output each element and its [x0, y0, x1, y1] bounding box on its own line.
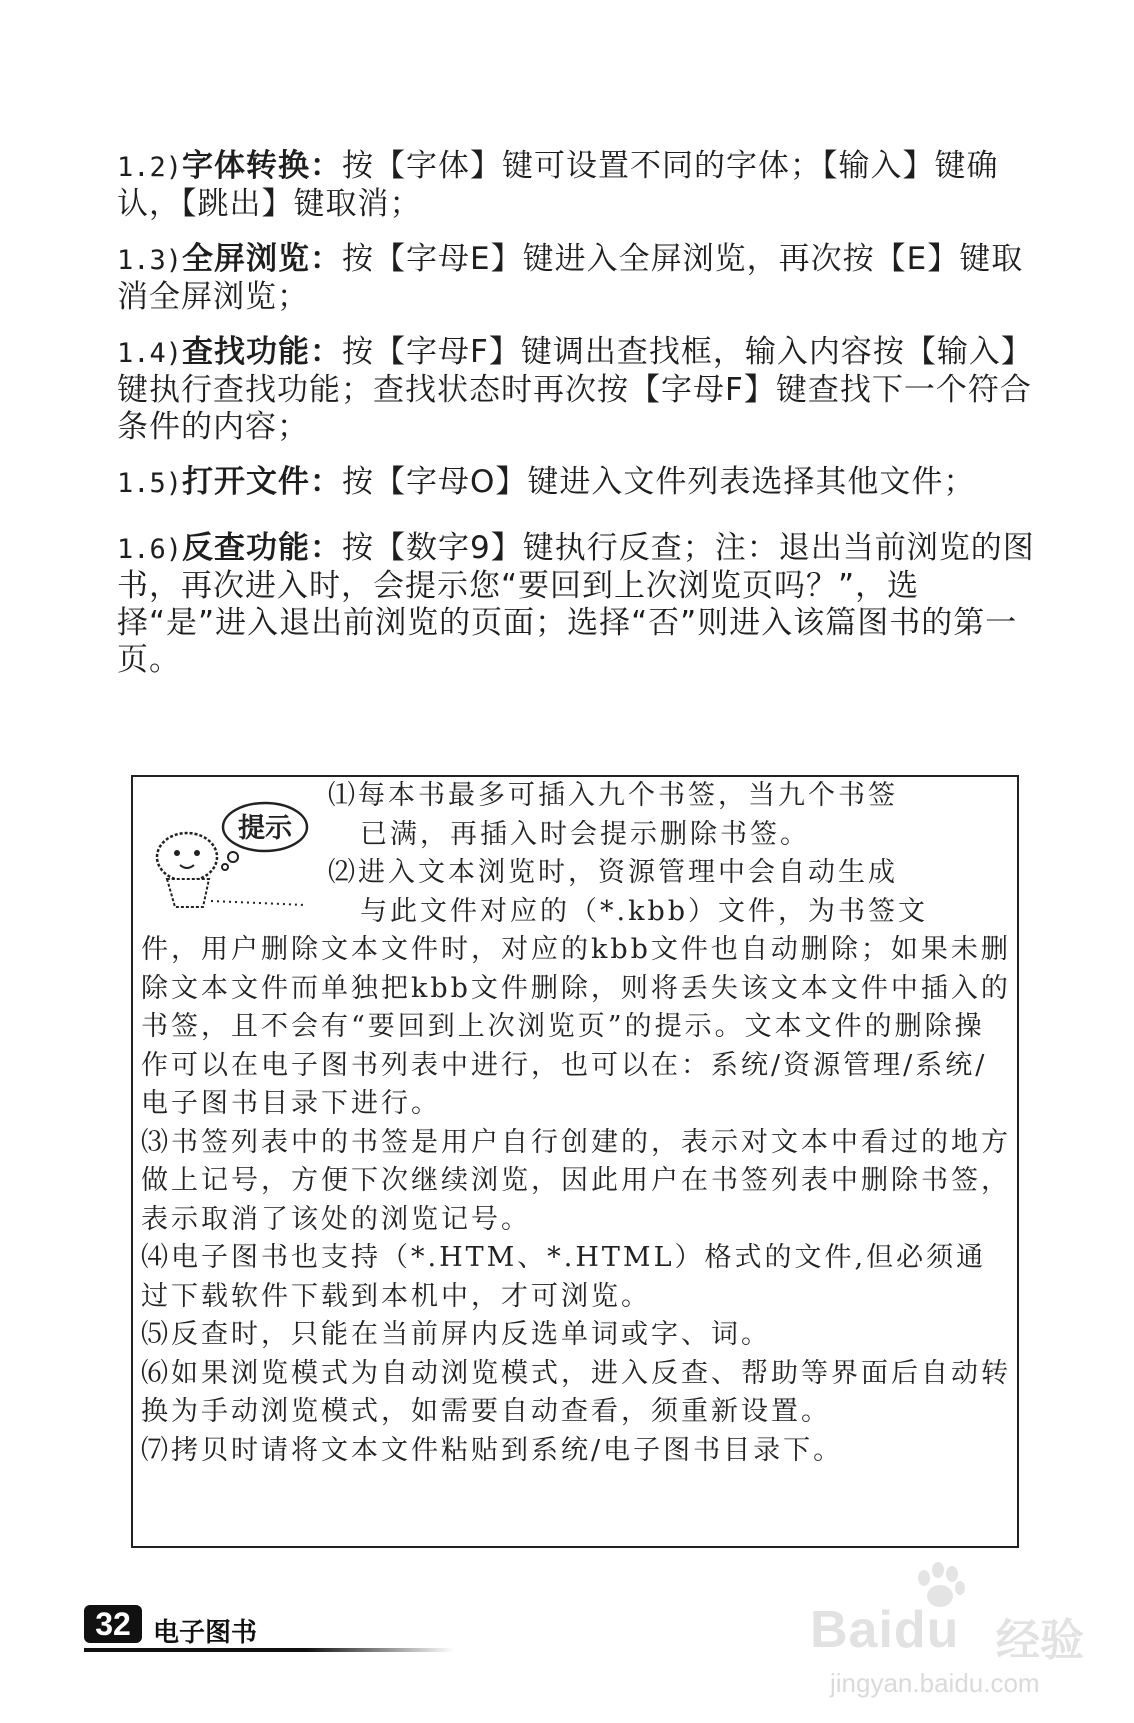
tip-paragraph: ⑹如果浏览模式为自动浏览模式，进入反查、帮助等界面后自动转换为手动浏览模式，如需要自动查看，须重新设置。	[141, 1357, 1011, 1427]
footer-divider	[84, 1648, 454, 1652]
item-number: 1.4)	[117, 338, 183, 369]
item-lookup	[117, 530, 1037, 679]
tip-box	[131, 775, 1019, 1548]
tip-line: 与此文件对应的（*.kbb）文件，为书签文	[360, 895, 929, 927]
item-text: 按【数字9】键执行反查；注：退出当前浏览的图书，再次进入时，会提示您“要回到上次浏览页吗？”，选择“是”进入退出前浏览的页面；选择“否”则进入该篇图书的第一页。	[117, 530, 1035, 678]
item-heading: 全屏浏览：	[182, 241, 343, 277]
tip-line: ⑵进入文本浏览时，资源管理中会自动生成	[328, 857, 898, 888]
tip-paragraph: 件，用户删除文本文件时，对应的kbb文件也自动删除；如果未删除文本文件而单独把kbb文件删除，则将丢失该文本文件中插入的书签，且不会有“要回到上次浏览页”的提示。文本文件的删除操作可以在电子图书列表中进行，也可以在：系统/资源管理/系统/电子图书目录下进行。	[141, 934, 1011, 1119]
item-number: 1.2)	[117, 152, 183, 183]
section-title: 电子图书	[153, 1618, 258, 1648]
watermark-url: jingyan.baidu.com	[830, 1668, 1040, 1698]
watermark-logo: Baidu	[810, 1601, 960, 1659]
tip-paragraph: ⑺拷贝时请将文本文件粘贴到系统/电子图书目录下。	[141, 1434, 844, 1466]
item-find	[117, 334, 1037, 446]
tip-label: 提示	[238, 813, 292, 844]
tip-line: ⑴每本书最多可插入九个书签，当九个书签	[328, 780, 898, 811]
item-heading: 反查功能：	[182, 530, 343, 566]
tip-mascot-icon	[145, 797, 315, 912]
item-fullscreen	[117, 241, 1037, 316]
item-heading: 字体转换：	[182, 148, 343, 184]
watermark	[810, 1560, 1090, 1710]
page-number: 32	[84, 1605, 142, 1643]
item-text: 按【字体】键可设置不同的字体；【输入】键确认，【跳出】键取消；	[117, 148, 999, 222]
tip-body	[141, 931, 1011, 1470]
tip-paragraph: ⑶书签列表中的书签是用户自行创建的，表示对文本中看过的地方做上记号，方便下次继续浏览，因此用户在书签列表中删除书签，表示取消了该处的浏览记号。	[141, 1126, 1011, 1235]
item-text: 按【字母O】键进入文件列表选择其他文件；	[342, 464, 976, 500]
item-text: 按【字母F】键调出查找框，输入内容按【输入】键执行查找功能；查找状态时再次按【字母F】键查找下一个符合条件的内容；	[117, 334, 1033, 445]
item-font-switch	[117, 148, 1037, 223]
tip-intro	[328, 777, 1018, 931]
item-heading: 查找功能：	[182, 334, 343, 370]
item-open-file	[117, 464, 1037, 502]
item-number: 1.5)	[117, 468, 183, 499]
tip-line: 已满，再插入时会提示删除书签。	[360, 818, 810, 850]
watermark-brand: 经验	[996, 1615, 1084, 1666]
item-text: 按【字母E】键进入全屏浏览，再次按【E】键取消全屏浏览；	[117, 241, 1024, 315]
item-heading: 打开文件：	[182, 464, 343, 500]
tip-paragraph: ⑷电子图书也支持（*.HTM、*.HTML）格式的文件,但必须通过下载软件下载到本机中，才可浏览。	[141, 1242, 987, 1312]
tip-paragraph: ⑸反查时，只能在当前屏内反选单词或字、词。	[141, 1319, 771, 1350]
item-number: 1.3)	[117, 245, 183, 276]
item-number: 1.6)	[117, 534, 183, 565]
